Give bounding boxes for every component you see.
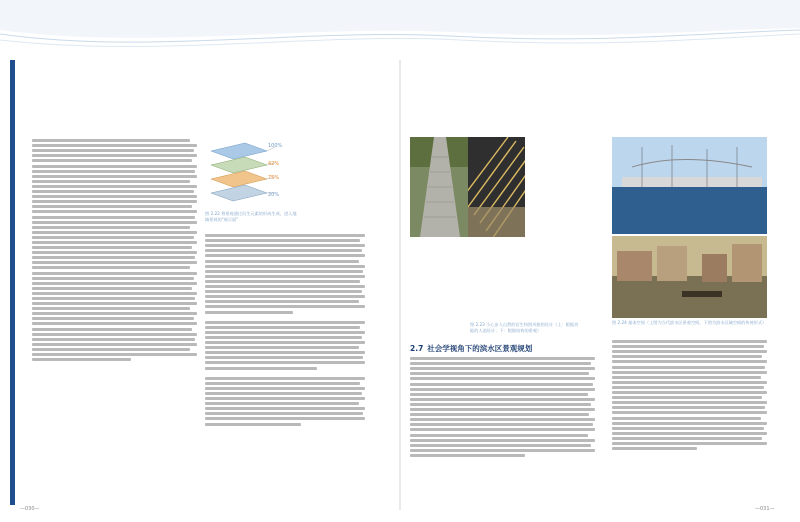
figure-2-24-photo-canal-painting	[612, 236, 767, 318]
right-text-column-1	[410, 355, 595, 505]
percent-label-3: 75%	[268, 175, 280, 181]
section-heading	[410, 343, 532, 354]
left-accent-bar	[10, 60, 15, 505]
figure-2-24-photo-harbor	[612, 137, 767, 234]
section-title: 社会学视角下的滨水区景观规划	[427, 344, 533, 353]
page-number-right: —031—	[755, 506, 775, 512]
section-number: 2.7	[410, 344, 424, 353]
percent-label-1: 100%	[268, 143, 283, 149]
left-text-column	[32, 137, 197, 502]
percent-label-2: 42%	[268, 161, 280, 167]
right-text-column-2	[612, 338, 767, 505]
figure-2-24-caption: 图 2.24 基本空间（上图为当代滨水区景观空间，下图为滨水区域空间的传统形式）	[612, 320, 767, 325]
percent-label-4: 20%	[268, 192, 280, 198]
figure-2-22-caption: 图 2.22 将景观通过衍生元素的形成生成，进入地域景观的"展示面"	[205, 211, 297, 222]
page-number-left: —030—	[20, 506, 40, 512]
header-wave-decoration	[0, 0, 800, 60]
page-spine	[399, 60, 401, 510]
figure-2-23-photo-grating	[468, 137, 525, 237]
left-text-column-2	[205, 232, 365, 502]
figure-2-23-caption: 图 2.23 小心步人自然的衍生构图风格的设计（上：根据功能的人造设计；下：根据结构的景观）	[470, 322, 579, 333]
figure-2-23-photo-boardwalk	[410, 137, 468, 237]
